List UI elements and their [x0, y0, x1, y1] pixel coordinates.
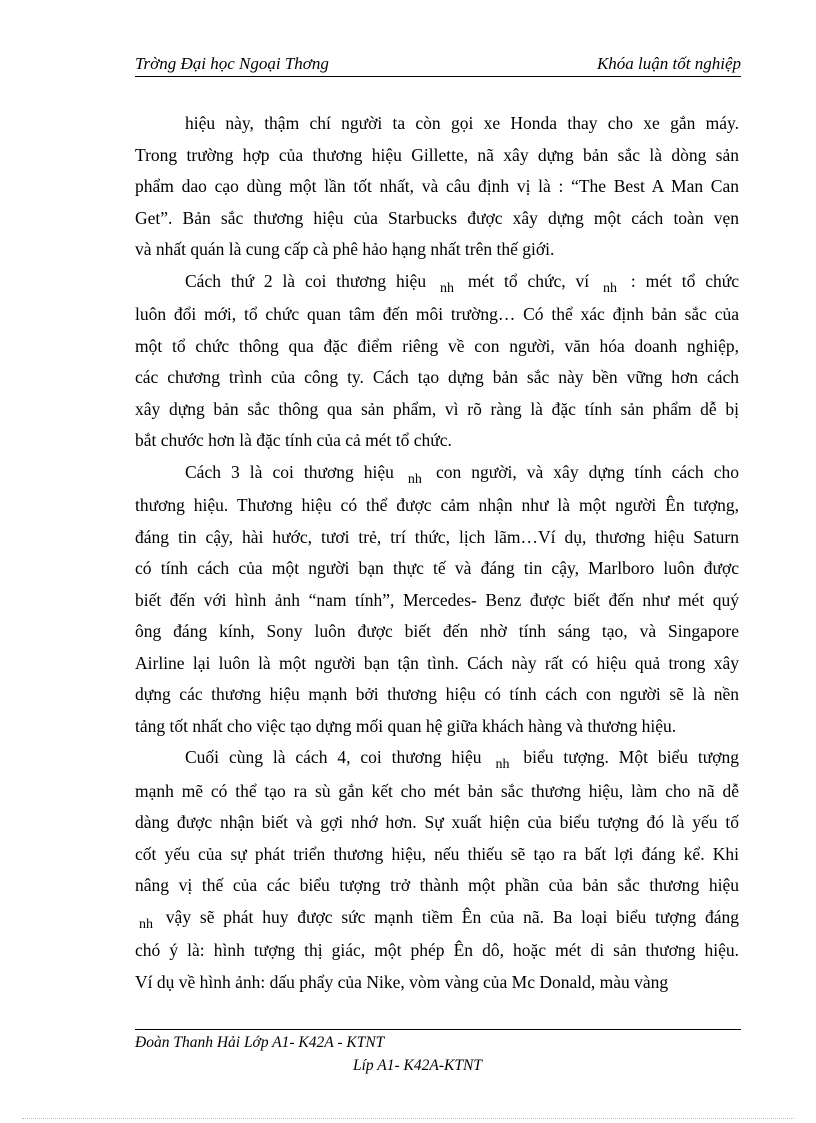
- footer-author: Đoàn Thanh Hải Lớp A1- K42A - KTNT: [135, 1034, 385, 1051]
- text-line: Trong trường hợp của thương hiệu Gillette, nã xây dựng bản sắc là dòng sản: [135, 144, 739, 165]
- text-line: một tổ chức thông qua đặc điểm riêng về con người, văn hóa doanh nghiệp,: [135, 335, 739, 356]
- text-line: mạnh mẽ có thể tạo ra sù gắn kết cho mét bản sắc thương hiệu, làm cho nã dễ: [135, 780, 739, 801]
- text-line: [135, 266, 739, 300]
- footer-class: Líp A1- K42A-KTNT: [353, 1057, 482, 1074]
- text-line: [135, 457, 739, 491]
- text-line: luôn đổi mới, tổ chức quan tâm đến môi trường… Có thể xác định bản sắc của: [135, 304, 739, 324]
- text-line: có tính cách của một người bạn thực tế và đáng tin cậy, Marlboro luôn được: [135, 558, 739, 578]
- subscript-fragment: nh: [495, 757, 510, 772]
- subscript-fragment: nh: [139, 916, 153, 932]
- text-line: [135, 902, 739, 936]
- text-fragment: vậy sẽ phát huy được sức mạnh tiềm Ên của nã. Ba loại biểu tượng đáng: [157, 906, 739, 927]
- text-line: Get”. Bản sắc thương hiệu của Starbucks được xây dựng một cách toàn vẹn: [135, 207, 739, 228]
- paragraph: [135, 457, 739, 743]
- footer-divider: [135, 1029, 741, 1030]
- text-line: và nhất quán là cung cấp cà phê hảo hạng nhất trên thế giới.: [135, 239, 555, 259]
- text-line: dựng các thương hiệu mạnh bởi thương hiệu có tính cách con người sẽ là nền: [135, 684, 739, 704]
- text-line: thương hiệu. Thương hiệu có thể được cảm nhận như là một người Ên tượng,: [135, 495, 739, 515]
- text-line: tảng tốt nhất cho việc tạo dựng mối quan hệ giữa khách hàng và thương hiệu.: [135, 715, 677, 736]
- text-line: Ví dụ về hình ảnh: dấu phẩy của Nike, vòm vàng của Mc Donald, màu vàng: [135, 971, 669, 992]
- text-line: cốt yếu của sự phát triển thương hiệu, nếu thiếu sẽ tạo ra bất lợi đáng kể. Khi: [135, 843, 739, 864]
- text-fragment: mét tổ chức, ví: [457, 270, 599, 291]
- paragraph: [135, 266, 739, 457]
- text-line: Airline lại luôn là một người bạn tận tình. Cách này rất có hiệu quả trong xây: [135, 652, 739, 673]
- text-line: ông đáng kính, Sony luôn được biết đến nhờ tính sáng tạo, và Singapore: [135, 621, 739, 641]
- text-line: đáng tin cậy, hài hước, tươi trẻ, trí thức, lịch lãm…Ví dụ, thương hiệu Saturn: [135, 526, 739, 547]
- text-fragment: Cách 3 là coi thương hiệu: [185, 461, 404, 482]
- text-line: chó ý là: hình tượng thị giác, một phép Ên dô, hoặc mét di sản thương hiệu.: [135, 940, 739, 960]
- header-thesis: Khóa luận tốt nghiệp: [596, 54, 741, 73]
- text-fragment: con người, và xây dựng tính cách cho: [425, 461, 739, 482]
- paragraph: [135, 742, 739, 998]
- text-line: biết đến với hình ảnh “nam tính”, Mercedes- Benz được biết đến như mét quý: [135, 589, 739, 610]
- subscript-fragment: nh: [407, 471, 422, 487]
- text-line: hiệu này, thậm chí người ta còn gọi xe Honda thay cho xe gắn máy.: [185, 113, 739, 133]
- text-fragment: biểu tượng. Một biểu tượng: [513, 747, 740, 767]
- header-school: Trờng Đại học Ngoại Thơng: [135, 54, 329, 73]
- text-fragment: Cuối cùng là cách 4, coi thương hiệu: [185, 747, 492, 767]
- subscript-fragment: nh: [602, 280, 617, 296]
- text-fragment: : mét tổ chức: [620, 270, 739, 291]
- text-line: bắt chước hơn là đặc tính của cả mét tổ chức.: [135, 430, 452, 450]
- subscript-fragment: nh: [439, 280, 454, 296]
- document-body: [135, 108, 739, 998]
- paragraph: [135, 108, 739, 266]
- text-line: phẩm dao cạo dùng một lần tốt nhất, và câu định vị là : “The Best A Man Can: [135, 176, 739, 196]
- text-line: xây dựng bản sắc thông qua sản phẩm, vì rõ ràng là đặc tính sản phẩm dễ bị: [135, 398, 739, 419]
- text-line: dàng được nhận biết và gợi nhớ hơn. Sự xuất hiện của biểu tượng đó là yếu tố: [135, 812, 739, 832]
- text-line: [135, 742, 739, 776]
- text-line: các chương trình của công ty. Cách tạo dựng bản sắc này bền vững hơn cách: [135, 367, 739, 387]
- text-line: nâng vị thế của các biểu tượng trở thành một phần của bản sắc thương hiệu: [135, 875, 739, 895]
- page-edge-divider: [22, 1118, 794, 1119]
- text-fragment: Cách thứ 2 là coi thương hiệu: [185, 270, 436, 291]
- page-header: [135, 52, 741, 77]
